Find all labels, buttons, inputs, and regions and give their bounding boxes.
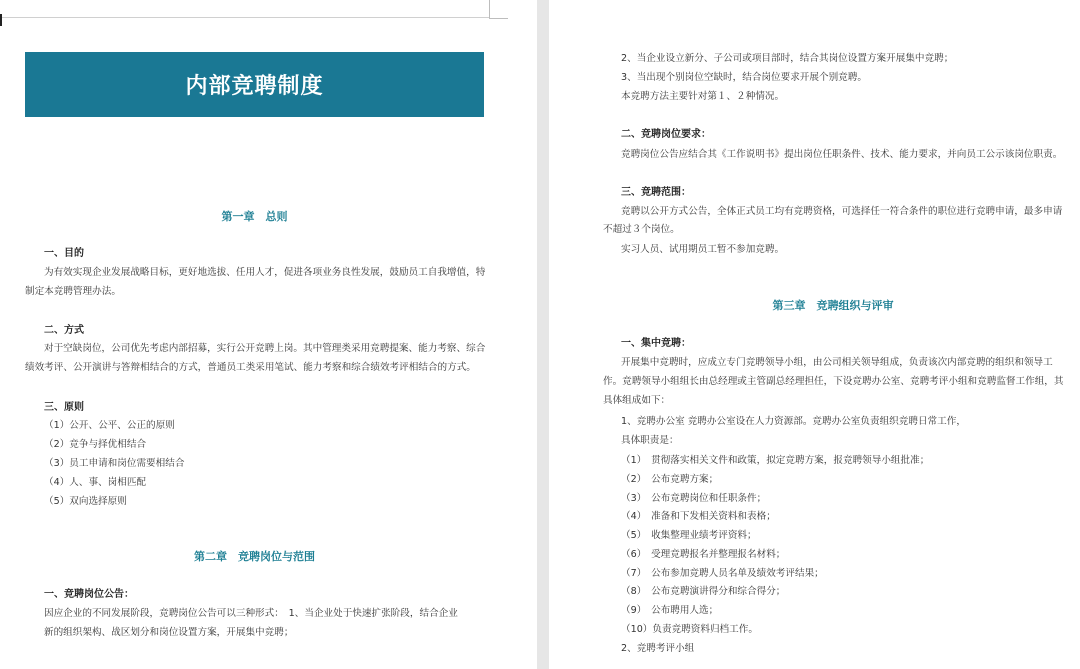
paragraph-line: 3、当出现个别岗位空缺时，结合岗位要求开展个别竞聘。	[621, 72, 867, 83]
paragraph-line: 绩效考评、公开演讲与答辩相结合的方式，普通员工类采用笔试、能力考察和综合绩效考评相结合的方式。	[25, 362, 476, 373]
chapter-heading: 第三章 竞聘组织与评审	[772, 299, 894, 312]
list-item: （10）负责竞聘资料归档工作。	[621, 624, 758, 635]
document-page-left	[0, 0, 537, 669]
list-item: （8） 公布竞聘演讲得分和综合得分；	[621, 586, 786, 597]
page-top-rule	[0, 17, 489, 18]
paragraph-line: 2、竞聘考评小组	[621, 643, 695, 654]
chapter-heading: 第二章 竞聘岗位与范围	[194, 550, 315, 563]
section-heading: 一、目的	[44, 248, 84, 259]
section-heading: 三、原则	[44, 402, 84, 413]
paragraph-line: 作。竞聘领导小组组长由总经理或主管副总经理担任，下设竞聘办公室、竞聘考评小组和竞聘监督工作组，其	[603, 376, 1064, 387]
list-item: （9） 公布聘用人选；	[621, 605, 719, 616]
list-item: （2） 公布竞聘方案；	[621, 474, 719, 485]
paragraph-line: 对于空缺岗位，公司优先考虑内部招募，实行公开竞聘上岗。其中管理类采用竞聘提案、能力考察、综合	[44, 343, 486, 354]
list-item: （1）公开、公平、公正的原则	[44, 420, 175, 431]
list-item: （5）双向选择原则	[44, 496, 127, 507]
list-item: （6） 受理竞聘报名并整理报名材料；	[621, 549, 786, 560]
list-item: （7） 公布参加竞聘人员名单及绩效考评结果；	[621, 568, 824, 579]
chapter-heading: 第一章 总则	[221, 210, 288, 223]
paragraph-line: 新的组织架构、战区划分和岗位设置方案，开展集中竞聘；	[44, 627, 294, 638]
list-item: （3）员工申请和岗位需要相结合	[44, 458, 185, 469]
document-page-right	[549, 0, 1080, 669]
section-heading: 二、竞聘岗位要求：	[621, 129, 711, 140]
title-banner	[25, 52, 484, 117]
paragraph-line: 为有效实现企业发展战略目标，更好地选拔、任用人才，促进各项业务良性发展，鼓励员工自我增值，特	[44, 267, 486, 278]
paragraph-line: 因应企业的不同发展阶段，竞聘岗位公告可以三种形式： 1、当企业处于快速扩张阶段，结合企业	[44, 608, 458, 619]
list-item: （2）竞争与择优相结合	[44, 439, 147, 450]
paragraph-line: 实习人员、试用期员工暂不参加竞聘。	[621, 244, 785, 255]
paragraph-line: 本竞聘方法主要针对第１、２种情况。	[621, 91, 785, 102]
list-item: （4） 准备和下发相关资料和表格；	[621, 511, 776, 522]
paragraph-line: 不超过３个岗位。	[603, 224, 680, 235]
paragraph-line: 竞聘以公开方式公告，全体正式员工均有竞聘资格，可选择任一符合条件的职位进行竞聘申请，最多申请	[621, 206, 1063, 217]
paragraph-line: 2、当企业设立新分、子公司或项目部时，结合其岗位设置方案开展集中竞聘；	[621, 53, 954, 64]
paragraph-line: 具体组成如下：	[603, 395, 671, 406]
list-item: （3） 公布竞聘岗位和任职条件；	[621, 493, 767, 504]
section-heading: 二、方式	[44, 325, 84, 336]
paragraph-line: 1、竞聘办公室 竞聘办公室设在人力资源部。竞聘办公室负责组织竞聘日常工作，	[621, 416, 966, 427]
section-heading: 一、竞聘岗位公告：	[44, 589, 134, 600]
list-item: （5） 收集整理业绩考评资料；	[621, 530, 757, 541]
section-heading: 三、竞聘范围：	[621, 187, 691, 198]
list-item: （4）人、事、岗相匹配	[44, 477, 147, 488]
document-title: 内部竞聘制度	[185, 74, 324, 99]
paragraph-line: 开展集中竞聘时，应成立专门竞聘领导小组，由公司相关领导组成，负责该次内部竞聘的组织和领导工	[621, 357, 1053, 368]
text-cursor	[0, 14, 2, 26]
list-item: （1） 贯彻落实相关文件和政策，拟定竞聘方案，报竞聘领导小组批准；	[621, 455, 930, 466]
paragraph-line: 竞聘岗位公告应结合其《工作说明书》提出岗位任职条件、技术、能力要求，并向员工公示该岗位职责。	[621, 149, 1063, 160]
page-corner-marker	[489, 0, 508, 19]
paragraph-line: 制定本竞聘管理办法。	[25, 286, 121, 297]
paragraph-line: 具体职责是：	[621, 435, 679, 446]
section-heading: 一、集中竞聘：	[621, 338, 691, 349]
